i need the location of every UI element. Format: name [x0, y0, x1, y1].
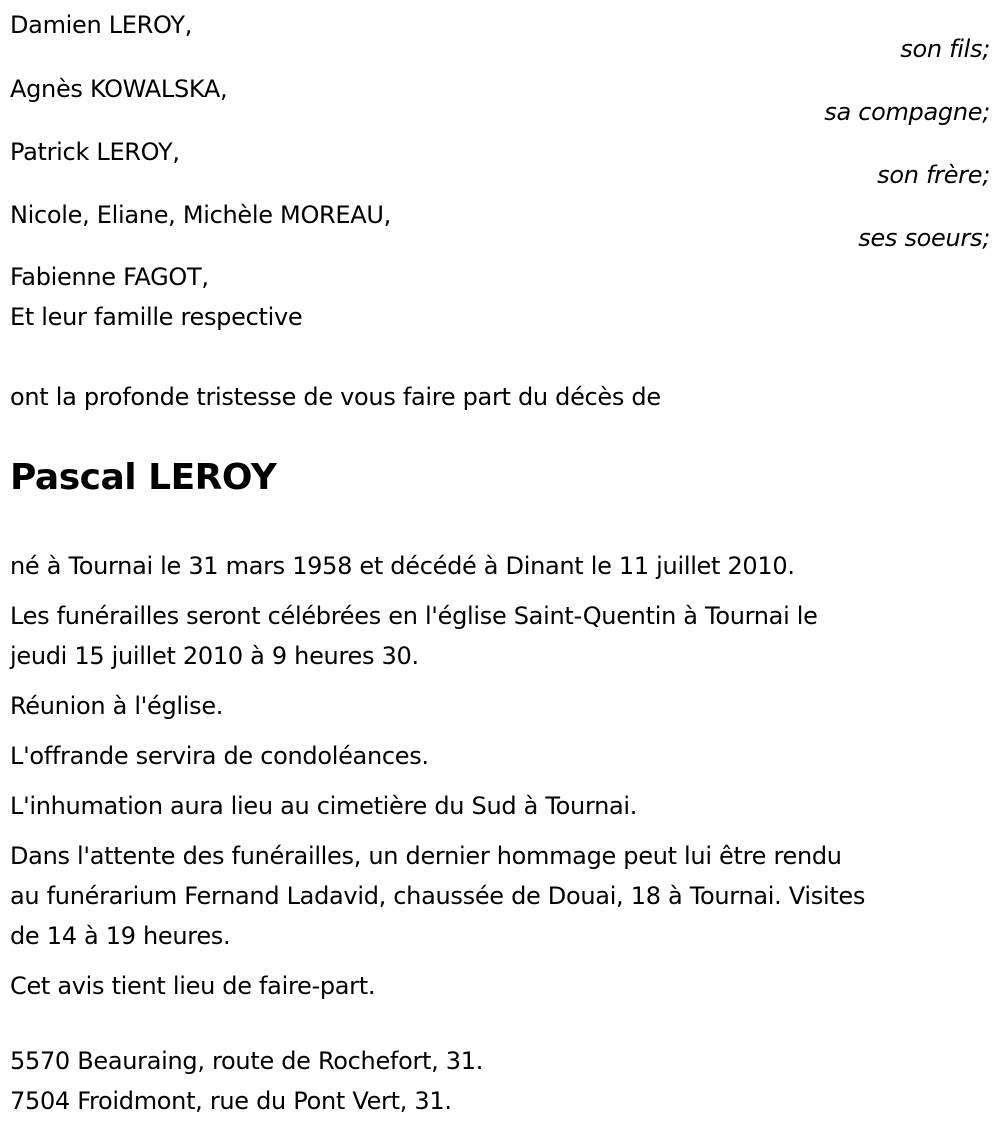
address-2: 7504 Froidmont, rue du Pont Vert, 31.	[10, 1087, 452, 1115]
visit-line-1: Dans l'attente des funérailles, un dernier hommage peut lui être rendu	[10, 842, 842, 870]
deceased-name: Pascal LEROY	[10, 457, 277, 498]
family-relation-3: son frère;	[877, 161, 990, 189]
details-block	[10, 546, 990, 1006]
birth-death-text: né à Tournai le 31 mars 1958 et décédé à Dinant le 11 juillet 2010.	[10, 552, 795, 580]
notice-text: Cet avis tient lieu de faire-part.	[10, 972, 376, 1000]
family-name-4: Nicole, Eliane, Michèle MOREAU,	[10, 201, 391, 229]
funeral-line-2: jeudi 15 juillet 2010 à 9 heures 30.	[10, 642, 419, 670]
family-name-2: Agnès KOWALSKA,	[10, 75, 228, 103]
family-relation-4: ses soeurs;	[858, 224, 990, 252]
family-relation-2: sa compagne;	[824, 98, 990, 126]
announcement-text: ont la profonde tristesse de vous faire part du décès de	[10, 383, 661, 411]
visit-line-2: au funérarium Fernand Ladavid, chaussée de Douai, 18 à Tournai. Visites	[10, 882, 866, 910]
funeral-line-1: Les funérailles seront célébrées en l'église Saint-Quentin à Tournai le	[10, 602, 818, 630]
family-name-3: Patrick LEROY,	[10, 138, 180, 166]
family-name-1: Damien LEROY,	[10, 11, 193, 39]
offering-text: L'offrande servira de condoléances.	[10, 742, 429, 770]
burial-text: L'inhumation aura lieu au cimetière du Sud à Tournai.	[10, 792, 638, 820]
address-1: 5570 Beauraing, route de Rochefort, 31.	[10, 1047, 484, 1075]
meeting-text: Réunion à l'église.	[10, 692, 224, 720]
extra-name-2: Et leur famille respective	[10, 303, 303, 331]
visit-line-3: de 14 à 19 heures.	[10, 922, 231, 950]
family-relation-1: son fils;	[900, 35, 990, 63]
extra-name-1: Fabienne FAGOT,	[10, 263, 209, 291]
